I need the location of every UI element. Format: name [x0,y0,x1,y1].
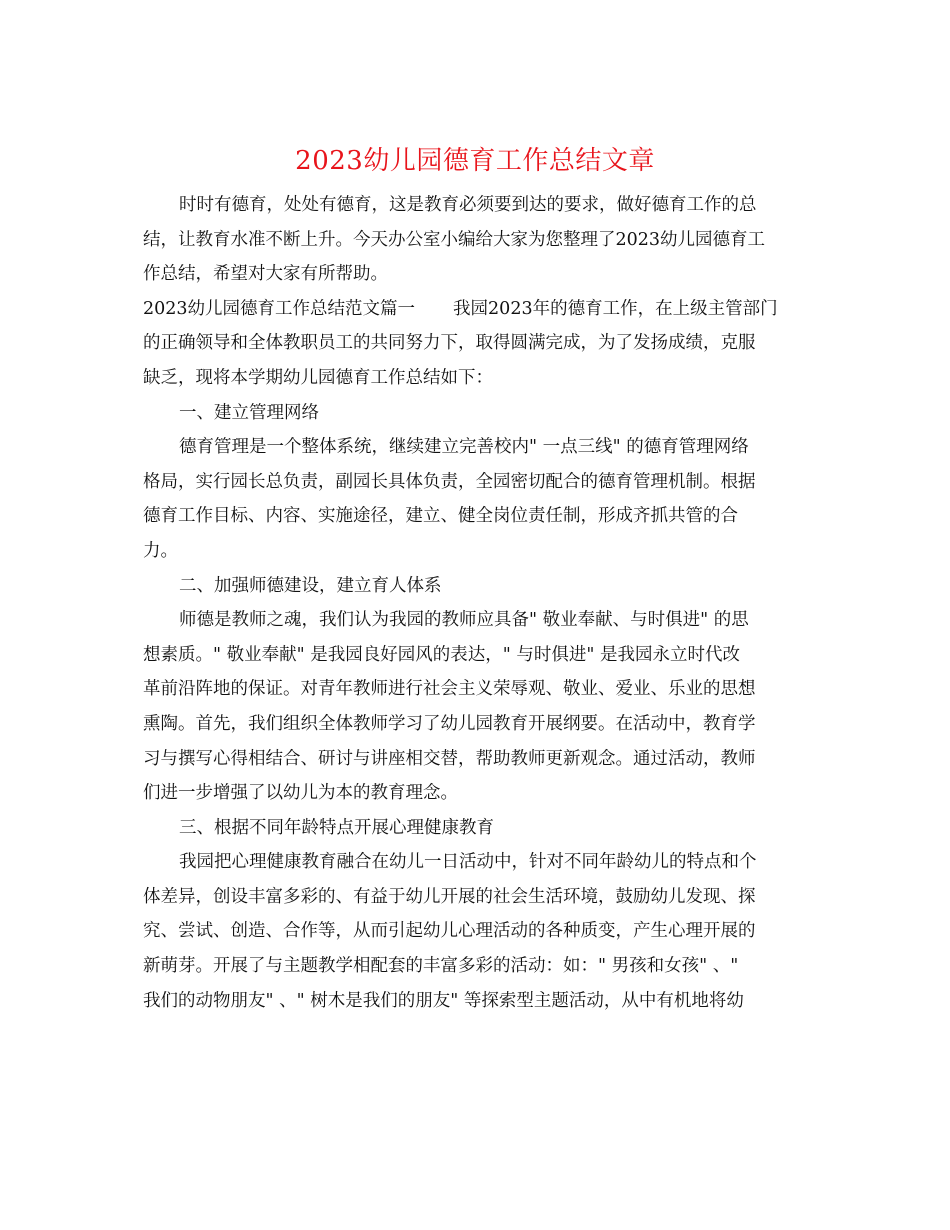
section-heading: 二、加强师德建设，建立育人体系 [179,575,442,596]
body-line: 我园把心理健康教育融合在幼儿一日活动中，针对不同年龄幼儿的特点和个 [179,852,757,873]
body-line: 德育管理是一个整体系统，继续建立完善校内" 一点三线" 的德育管理网络 [179,437,749,458]
body-line: 我们的动物朋友" 、" 树木是我们的朋友" 等探索型主题活动，从中有机地将幼 [143,990,744,1011]
body-text: 我园2023年的德育工作，在上级主管部门 [453,298,778,319]
body-line: 习与撰写心得相结合、研讨与讲座相交替，帮助教师更新观念。通过活动，教师 [143,748,756,769]
document-body [143,188,815,1018]
body-line: 究、尝试、创造、合作等，从而引起幼儿心理活动的各种质变，产生心理开展的 [143,921,756,942]
body-line: 德育工作目标、内容、实施途径，建立、健全岗位责任制，形成齐抓共管的合 [143,506,738,527]
body-line: 时时有德育，处处有德育，这是教育必须要到达的要求，做好德育工作的总 [179,195,757,215]
body-line: 结，让教育水准不断上升。今天办公室小编给大家为您整理了2023幼儿园德育工 [143,229,766,250]
body-line: 力。 [143,540,178,561]
body-line: 想素质。" 敬业奉献" 是我园良好园风的表达，" 与时俱进" 是我园永立时代改 [143,644,740,665]
body-line: 们进一步增强了以幼儿为本的教育理念。 [143,783,458,804]
body-line: 体差异，创设丰富多彩的、有益于幼儿开展的社会生活环境，鼓励幼儿发现、探 [143,886,756,907]
body-line-combined [143,292,815,327]
body-line: 熏陶。首先，我们组织全体教师学习了幼儿园教育开展纲要。在活动中，教育学 [143,713,756,734]
body-line: 新萌芽。开展了与主题教学相配套的丰富多彩的活动：如：" 男孩和女孩" 、" [143,956,739,977]
body-line: 格局，实行园长总负责，副园长具体负责，全园密切配合的德育管理机制。根据 [143,471,756,492]
body-line: 缺乏，现将本学期幼儿园德育工作总结如下： [143,367,493,388]
section-heading: 一、建立管理网络 [179,402,319,423]
body-line: 的正确领导和全体教职员工的共同努力下，取得圆满完成，为了发扬成绩，克服 [143,333,756,354]
body-line: 师德是教师之魂，我们认为我园的教师应具备" 敬业奉献、与时俱进" 的思 [179,610,749,631]
document-title: 2023幼儿园德育工作总结文章 [295,146,655,176]
body-line: 革前沿阵地的保证。对青年教师进行社会主义荣辱观、敬业、爱业、乐业的思想 [143,679,756,700]
body-line: 作总结，希望对大家有所帮助。 [143,264,388,285]
section-heading: 2023幼儿园德育工作总结范文篇一 [143,298,416,319]
section-heading: 三、根据不同年龄特点开展心理健康教育 [179,817,494,838]
